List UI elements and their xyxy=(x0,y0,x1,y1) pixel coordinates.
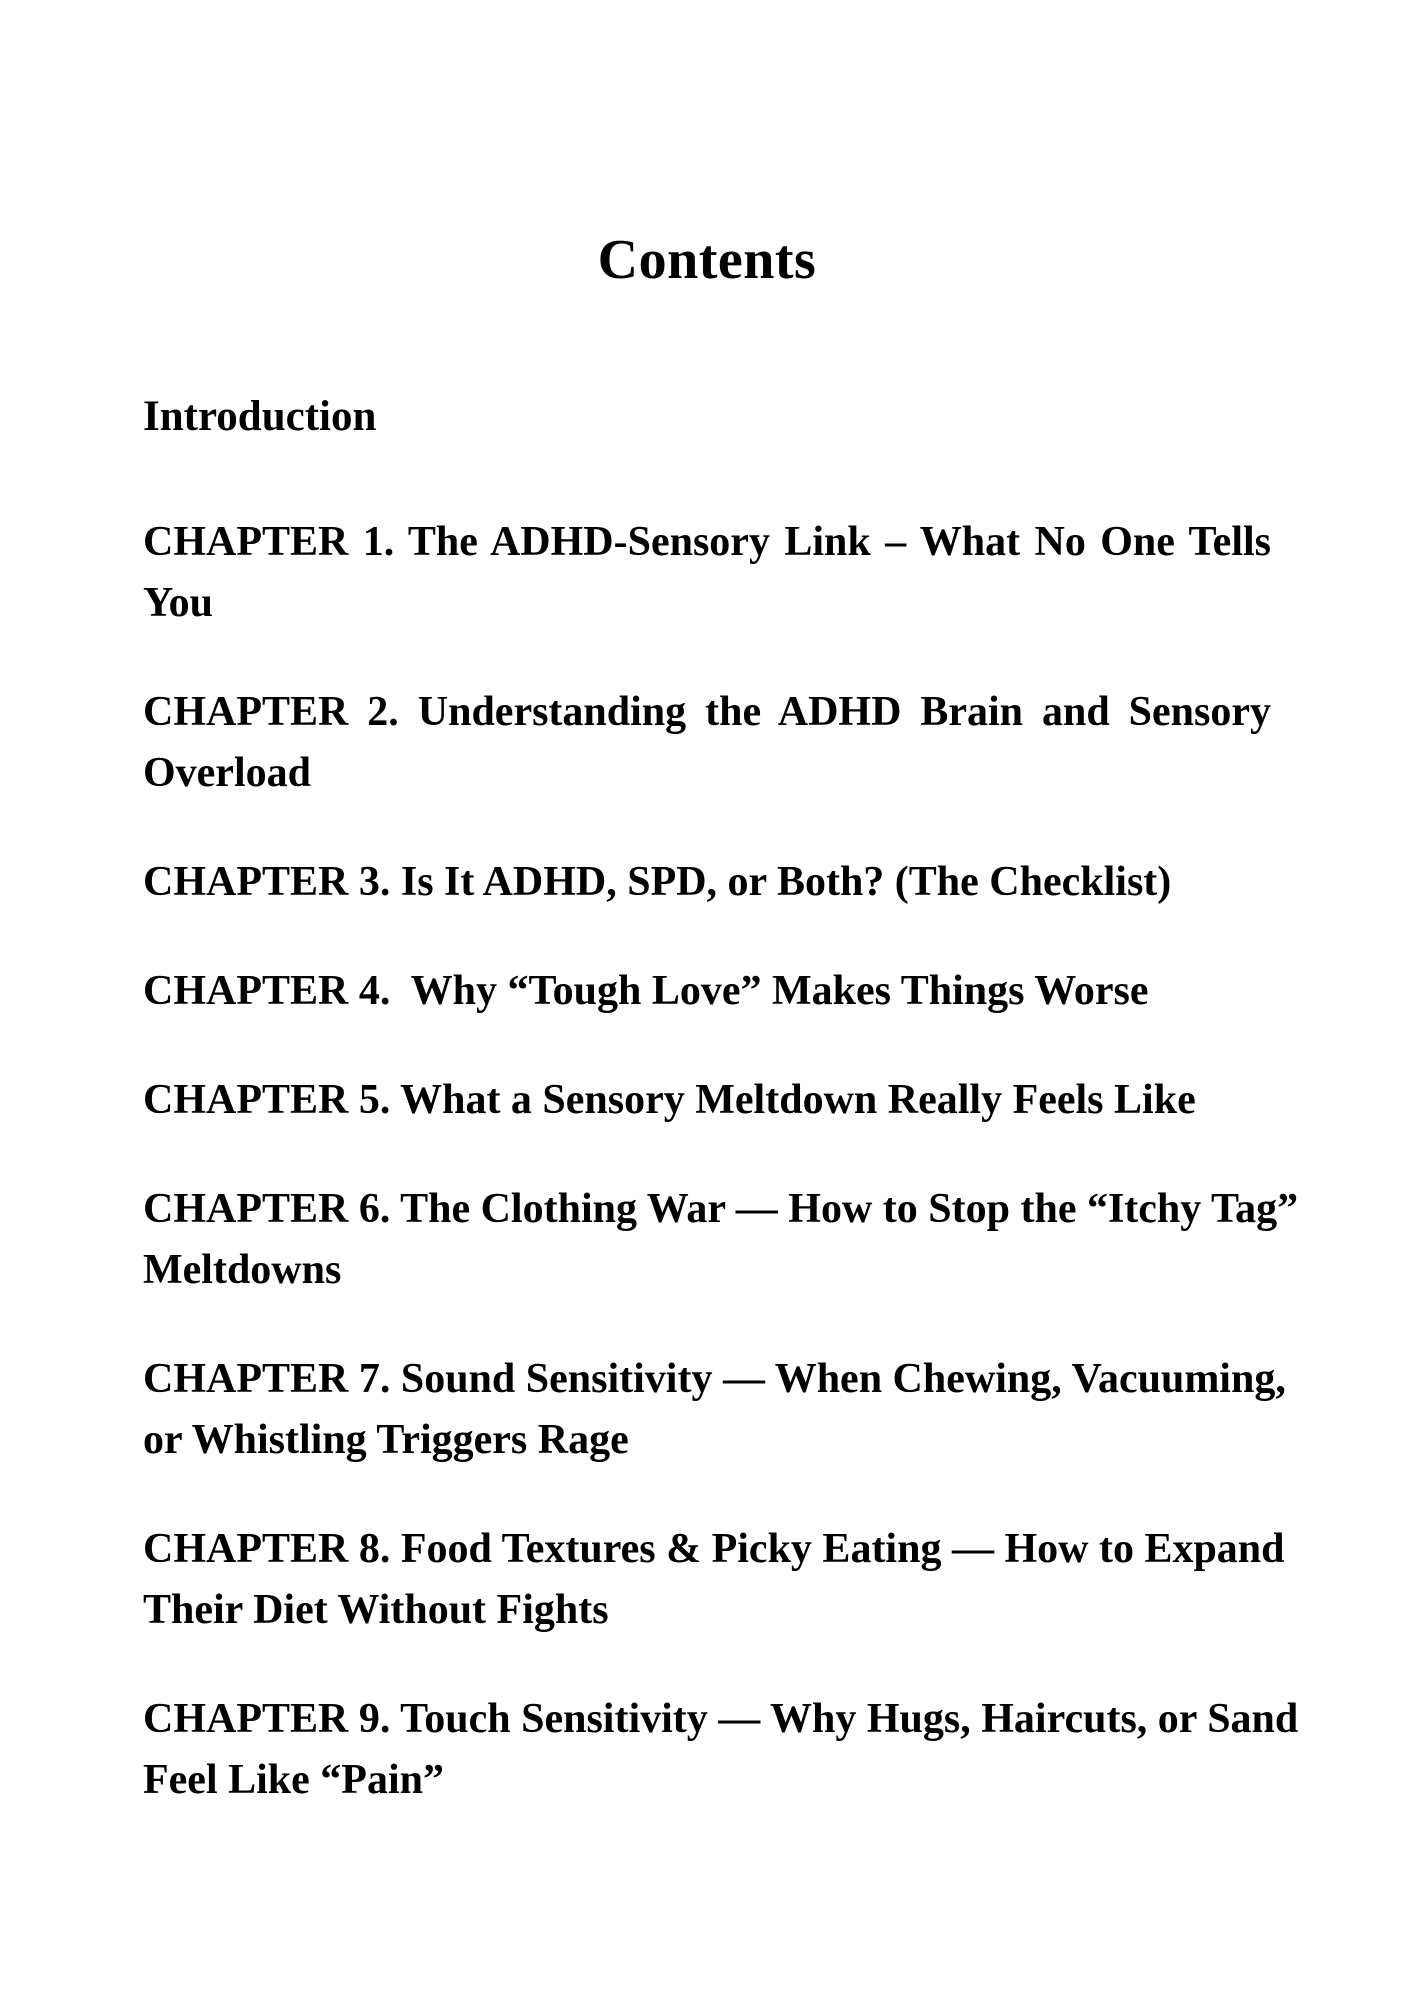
toc-entry-chapter-4 xyxy=(143,961,1271,1022)
chapter-line: CHAPTER 5. What a Sensory Meltdown Really Feels Like xyxy=(143,1077,1196,1123)
toc-entry-chapter-5 xyxy=(143,1070,1271,1131)
chapter-line: CHAPTER 2. Understanding the ADHD Brain and Sensory xyxy=(143,689,1271,735)
chapter-line: You xyxy=(143,580,214,626)
toc-entry-chapter-9 xyxy=(143,1689,1299,1811)
chapter-line: Meltdowns xyxy=(143,1247,342,1293)
toc-entry-chapter-3 xyxy=(143,852,1271,913)
chapter-line: CHAPTER 9. Touch Sensitivity — Why Hugs, Haircuts, or Sand xyxy=(143,1696,1299,1742)
page-title: Contents xyxy=(597,229,817,291)
toc-entry-chapter-7 xyxy=(143,1349,1286,1471)
chapter-line: CHAPTER 6. The Clothing War — How to Stop the “Itchy Tag” xyxy=(143,1186,1299,1232)
toc-entry-chapter-8 xyxy=(143,1519,1285,1641)
chapter-line: Overload xyxy=(143,750,311,796)
toc-entry-chapter-6 xyxy=(143,1179,1299,1301)
chapter-line: or Whistling Triggers Rage xyxy=(143,1417,629,1463)
chapter-line: Their Diet Without Fights xyxy=(143,1587,609,1633)
chapter-line: CHAPTER 7. Sound Sensitivity — When Chewing, Vacuuming, xyxy=(143,1356,1286,1402)
chapter-line: CHAPTER 1. The ADHD-Sensory Link – What No One Tells xyxy=(143,519,1271,565)
toc-entry-introduction: Introduction xyxy=(143,393,377,440)
chapter-line: CHAPTER 8. Food Textures & Picky Eating — How to Expand xyxy=(143,1526,1285,1572)
toc-entry-chapter-1 xyxy=(143,512,1271,634)
chapter-line: CHAPTER 3. Is It ADHD, SPD, or Both? (The Checklist) xyxy=(143,859,1172,905)
chapter-line: CHAPTER 4. Why “Tough Love” Makes Things Worse xyxy=(143,968,1149,1014)
chapter-line: Feel Like “Pain” xyxy=(143,1757,444,1803)
toc-entry-chapter-2 xyxy=(143,682,1271,804)
